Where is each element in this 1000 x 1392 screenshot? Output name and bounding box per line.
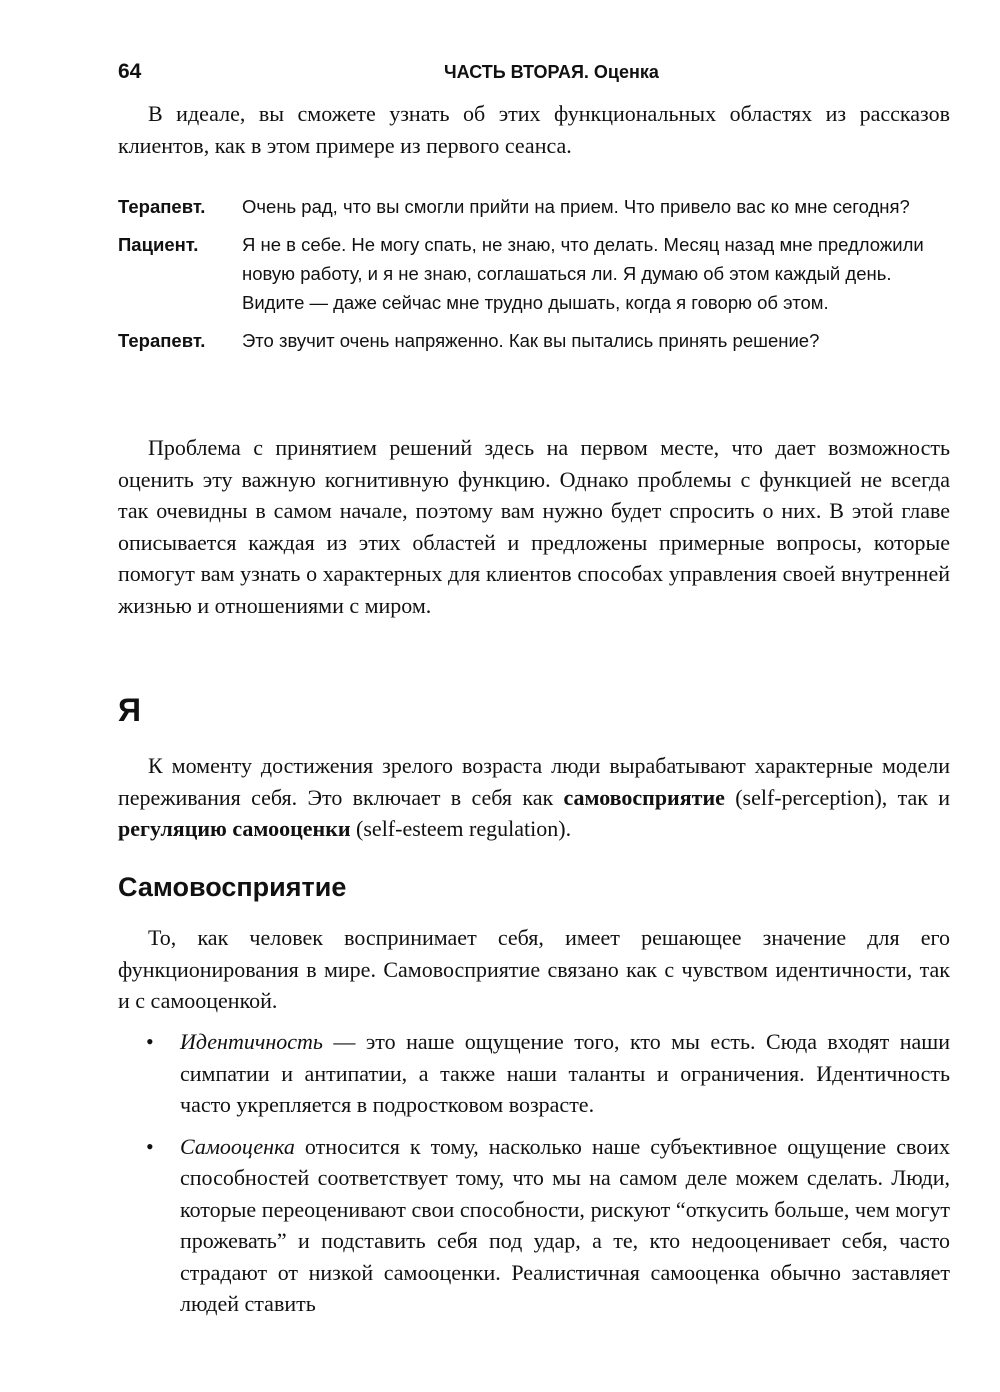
running-title: ЧАСТЬ ВТОРАЯ. Оценка xyxy=(444,62,659,82)
term-self-esteem: Самооценка xyxy=(180,1133,295,1159)
dialogue-line xyxy=(118,230,950,317)
dialogue-speaker: Терапевт. xyxy=(118,196,206,217)
term-identity: Идентичность xyxy=(180,1029,323,1054)
section-paragraph-text: К моменту достижения зрелого возраста люди вырабатывают характерные модели переживания себя. Это включает в себя как xyxy=(118,753,950,810)
dialogue-line xyxy=(118,326,950,355)
list-item xyxy=(118,1026,950,1121)
bullet-list xyxy=(118,1026,950,1330)
section-paragraph-text: (self-esteem regulation). xyxy=(350,816,572,841)
list-item xyxy=(118,1131,950,1320)
bullet-icon: • xyxy=(146,1029,154,1054)
subsection-paragraph: То, как человек воспринимает себя, имеет решающее значение для его функционирования в мире. Самовосприятие связано как с чувством идентичности, так и с самооценкой. xyxy=(118,925,950,1013)
problem-paragraph: Проблема с принятием решений здесь на первом месте, что дает возможность оценить эту важную когнитивную функцию. Однако проблемы с функцией не всегда так очевидны в самом начале, поэтому вам нужно будет спросить о них. В этой главе описывается каждая из этих областей и предложены примерные вопросы, которые помогут вам узнать о характерных для клиентов способах управления своей внутренней жизнью и отношениями с миром. xyxy=(118,435,950,618)
dialogue xyxy=(118,192,950,364)
section-title: Я xyxy=(118,692,141,728)
section-paragraph xyxy=(118,750,950,845)
bullet-icon: • xyxy=(146,1133,154,1159)
dialogue-speaker: Терапевт. xyxy=(118,330,206,351)
dialogue-text: Я не в себе. Не могу спать, не знаю, что делать. Месяц назад мне предложили новую работу, и я не знаю, соглашаться ли. Я думаю об этом каждый день. Видите — даже сейчас мне трудно дышать, когда я говорю об этом. xyxy=(242,234,924,313)
dialogue-speaker: Пациент. xyxy=(118,234,199,255)
dialogue-text: Очень рад, что вы смогли прийти на прием. Что привело вас ко мне сегодня? xyxy=(242,196,910,217)
dialogue-text: Это звучит очень напряженно. Как вы пытались принять решение? xyxy=(242,330,820,351)
list-item-text: относится к тому, насколько наше субъективное ощущение своих способностей соответствует тому, что мы на самом деле можем сделать. Люди, которые переоценивают свои способности, рискуют “откусить больше, чем могут прожевать” и подставить себя под удар, а те, кто недооценивает себя, часто страдают от низкой самооценки. Реалистичная самооценка обычно заставляет людей ставить xyxy=(180,1133,950,1316)
term-self-esteem-regulation: регуляцию самооценки xyxy=(118,816,351,841)
intro-paragraph: В идеале, вы сможете узнать об этих функциональных областях из рассказов клиентов, как в этом примере из первого сеанса. xyxy=(118,101,950,158)
subsection-title: Самовосприятие xyxy=(118,872,347,902)
running-head xyxy=(118,56,950,90)
term-self-perception: самовосприятие xyxy=(563,784,725,810)
page-number: 64 xyxy=(118,60,142,83)
list-item-text: — это наше ощущение того, кто мы есть. Сюда входят наши симпатии и антипатии, а также наши таланты и ограничения. Идентичность часто укрепляется в подростковом возрасте. xyxy=(180,1029,950,1117)
dialogue-line xyxy=(118,192,950,221)
section-paragraph-text: (self-perception), так и xyxy=(724,784,950,810)
